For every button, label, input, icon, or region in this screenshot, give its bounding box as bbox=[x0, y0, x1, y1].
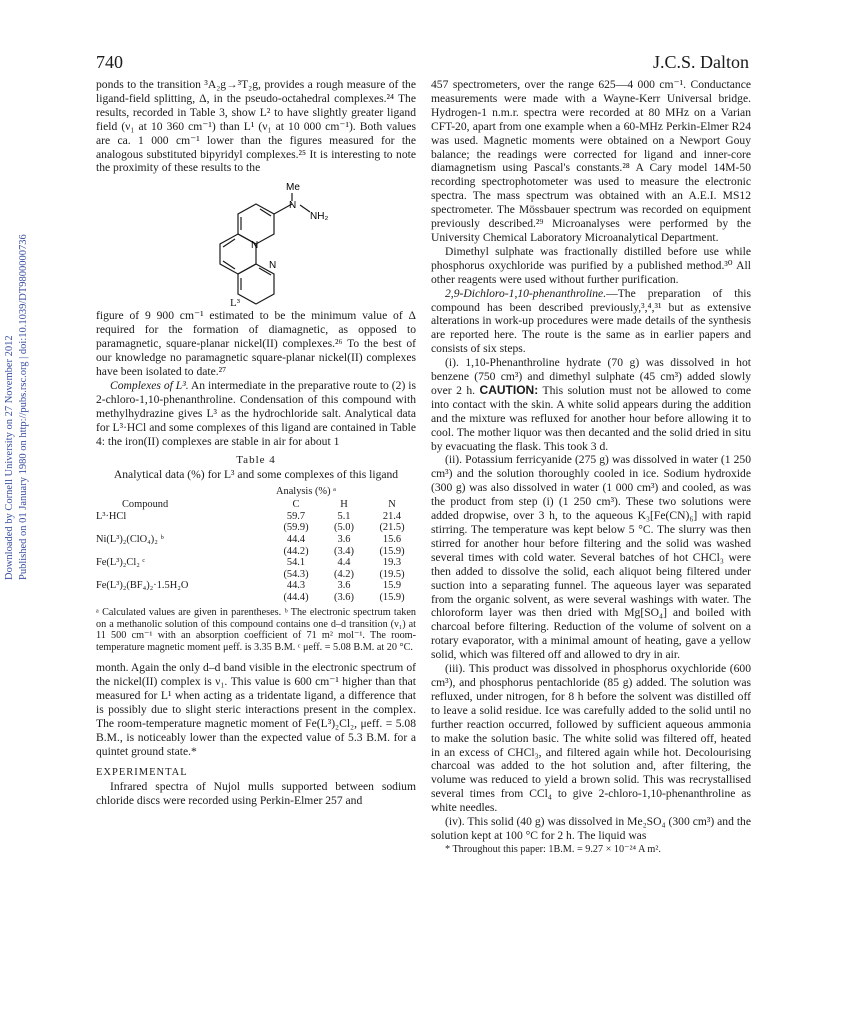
paragraph: figure of 9 900 cm⁻¹ estimated to be the minimum value of Δ required for the formation of diamagnetic, as opposed to paramagnetic, square-planar nickel(II) complexes.²⁶ To the best of our knowledge no paramagnetic square-planar nickel(II) complexes have been isolated to date.²⁷ bbox=[96, 309, 416, 378]
table-cell: Fe(L³)₂(BF₄)₂·1.5H₂O bbox=[96, 580, 189, 592]
table-row bbox=[96, 511, 416, 523]
table-cell: (44.4) bbox=[283, 591, 309, 603]
left-column bbox=[96, 78, 416, 808]
table-header-row bbox=[96, 499, 416, 511]
table-cell: L³·HCl bbox=[96, 510, 127, 522]
table-cell: (5.0) bbox=[334, 522, 354, 534]
table-cell: (44.2) bbox=[283, 545, 309, 557]
paragraph-text: —The preparation of this compound has been described previously,³,⁴,³¹ but as extensive alterations in work-up procedures were made details of the synthesis are reported here. The route is the same as in earlier papers and consists of six steps. bbox=[431, 286, 751, 356]
table-cell: 59.7 bbox=[286, 510, 306, 522]
structure-label: L³ bbox=[230, 297, 241, 310]
table-row bbox=[96, 522, 416, 534]
structure-drawing bbox=[96, 179, 416, 307]
table-header: C bbox=[292, 499, 300, 511]
download-notice: Downloaded by Cornell University on 27 November 2012 bbox=[4, 335, 15, 580]
table-title: Analytical data (%) for L³ and some complexes of this ligand bbox=[113, 468, 399, 482]
subsection-title: 2,9-Dichloro-1,10-phenanthroline. bbox=[445, 286, 607, 300]
page-number: 740 bbox=[96, 52, 123, 72]
table-header: Compound bbox=[122, 499, 169, 511]
table-cell: 44.3 bbox=[286, 580, 306, 592]
paragraph: month. Again the only d–d band visible in the electronic spectrum of the nickel(II) complex is ν₁. This value is 600 cm⁻¹ higher than that measured for L¹ when acting as a tridentate ligand, a difference that is possibly due to slight steric interactions present in the complex. The room-temperature magnetic moment of Fe(L³)₂Cl₂, μeff. = 5.08 B.M., is noticeably lower than the expected value of 5.3 B.M. for a quintet ground state.* bbox=[96, 661, 416, 758]
paragraph: (iii). This product was dissolved in phosphorus oxychloride (600 cm³), and phosphorus pentachloride (85 g) added. The solution was refluxed, under nitrogen, for 8 h before the solvent was distilled off to leave a solid residue. Ice was carefully added to the solid until no further reaction occurred, followed by sufficient aqueous ammonia to make the solution basic. The white solid was filtered off, heated in an excess of CHCl₃, and filtered again while hot. Decolourising charcoal was added to the hot solution and, after filtering, the volume was reduced to yield a brown solid. This was recrystallised several times from CCl₄ to give 2-chloro-1,10-phenanthroline as white needles. bbox=[431, 662, 751, 815]
table-cell: (19.5) bbox=[379, 568, 405, 580]
ring-nitrogen-label: N bbox=[251, 240, 259, 252]
page-footnote: * Throughout this paper: 1B.M. = 9.27 × 10⁻²⁴ A m². bbox=[445, 843, 661, 855]
table-cell: 3.6 bbox=[337, 580, 351, 592]
paragraph: (ii). Potassium ferricyanide (275 g) was dissolved in water (1 250 cm³) and the solution thoroughly cooled in ice. Sodium hydroxide (300 g) was also dissolved in water (1 000 cm³) and cooled, as was the product from step (i) (1 250 cm³). These two solutions were added dropwise, over 3 h, to the aqueous K₃[Fe(CN)₆] with rapid stirring. The temperature was kept below 5 °C. The slurry was then stirred for another hour before filtering and the solid was washed several times with cold water. Several batches of hot CHCl₃ were then added to dissolve the solid, each aliquot being filtered under suction into a separating funnel. The aqueous layer was separated from the organic solvent, as were several washings with water. The chloroform layer was then dried with Mg[SO₄] and boiled with charcoal before filtering. Reduction of the volume of solvent on a rotary evaporator, with a minimal amount of heating, gave a yellow solid, which was filtered off and allowed to dry in air. bbox=[431, 453, 751, 662]
chemical-structure-l3 bbox=[96, 179, 416, 310]
paragraph-text: This solution must not be allowed to come into contact with the skin. A white solid appears during the addition and the mixture was refluxed for another hour before allowing it to cool. The mother liquor was then decanted and the solid dried in situ by evacuating the flask. This took 3 d. bbox=[431, 383, 751, 453]
table-row bbox=[96, 534, 416, 546]
caution-label: CAUTION: bbox=[479, 382, 539, 397]
table-row bbox=[96, 580, 416, 592]
table-cell: (54.3) bbox=[283, 568, 309, 580]
table-cell: (3.4) bbox=[334, 545, 354, 557]
table-cell: Ni(L³)₂(ClO₄)₂ ᵇ bbox=[96, 533, 164, 545]
table-caption: Table 4 bbox=[236, 454, 276, 467]
table-cell: (15.9) bbox=[379, 545, 405, 557]
paragraph: ponds to the transition ³A₂g→³T₂g, provides a rough measure of the ligand-field splitting, Δ, in the pseudo-octahedral complexes.²⁴ The results, recorded in Table 3, show L² to have slightly greater ligand field (ν₁ at 10 360 cm⁻¹) than L¹ (ν₁ at 10 000 cm⁻¹). Both values are ca. 1 000 cm⁻¹ lower than the figures measured for the analogous substituted bipyridyl complexes.²⁵ It is interesting to note the proximity of these results to the bbox=[96, 78, 416, 175]
table-cell: 19.3 bbox=[382, 557, 402, 569]
paragraph bbox=[431, 356, 751, 453]
table-cell: Fe(L³)₂Cl₂ ᶜ bbox=[96, 557, 146, 569]
paragraph: Dimethyl sulphate was fractionally distilled before use while phosphorus oxychloride was purified by a published method.³⁰ All other reagents were used without further purification. bbox=[431, 244, 751, 286]
download-watermark bbox=[0, 0, 32, 1033]
nitrogen-label: N bbox=[289, 200, 297, 212]
paragraph: (iv). This solid (40 g) was dissolved in Me₂SO₄ (300 cm³) and the solution kept at 100 °C for 2 h. The liquid was bbox=[431, 815, 751, 842]
table-group-header: Analysis (%) ᵃ bbox=[276, 486, 336, 498]
paragraph-text: (i). 1,10-Phenanthroline hydrate (70 g) was dissolved in hot benzene (750 cm³) and dimethyl sulphate (45 cm³) added slowly over 2 h. bbox=[431, 356, 751, 397]
table-cell: 5.1 bbox=[337, 510, 351, 522]
table-cell: (21.5) bbox=[379, 522, 405, 534]
section-heading: EXPERIMENTAL bbox=[96, 767, 188, 779]
paragraph-text: An intermediate in the preparative route to (2) is 2-chloro-1,10-phenanthroline. Condensation of this compound with methylhydrazine gives L³ as the hydrochloride salt. Analytical data for L³·HCl and some complexes of this ligand are contained in Table 4: the iron(II) complexes are stable in air for about 1 bbox=[96, 378, 416, 448]
table-cell: (59.9) bbox=[283, 522, 309, 534]
table-row bbox=[96, 557, 416, 569]
paragraph: 457 spectrometers, over the range 625—4 000 cm⁻¹. Conductance measurements were made with a Wayne-Kerr Universal bridge. Hydrogen-1 n.m.r. spectra were recorded at 80 MHz on a Varian CFT-20, apart from one example when a 60-MHz Perkin-Elmer R24 was used. Magnetic moments were obtained on a Newport Gouy balance; the readings were corrected for ligand and inner-core diamagnetism using Pascal's constants.²⁸ A Cary model 14M-50 recording spectrophotometer was used to measure the electronic spectra. The mass spectrum was obtained with an A.E.I. MS12 spectrometer. The Mössbauer spectrum was recorded on equipment previously described.²⁹ Microanalyses were performed by the University Chemical Laboratory Microanalytical Department. bbox=[431, 78, 751, 244]
table-cell: (3.6) bbox=[334, 591, 354, 603]
table-cell: (15.9) bbox=[379, 591, 405, 603]
table-cell: 54.1 bbox=[286, 557, 306, 569]
analytical-data-table bbox=[96, 499, 416, 603]
methyl-label: Me bbox=[286, 182, 300, 194]
subsection-title: Complexes of L³. bbox=[110, 378, 189, 392]
paragraph bbox=[96, 379, 416, 449]
right-column bbox=[431, 78, 751, 857]
table-cell: 15.6 bbox=[382, 533, 402, 545]
table-header: N bbox=[388, 499, 396, 511]
table-cell: 15.9 bbox=[382, 580, 402, 592]
table-cell: 4.4 bbox=[337, 557, 351, 569]
table-row bbox=[96, 546, 416, 558]
paragraph bbox=[431, 287, 751, 357]
table-header: H bbox=[340, 499, 348, 511]
table-cell: 3.6 bbox=[337, 533, 351, 545]
table-cell: (4.2) bbox=[334, 568, 354, 580]
table-cell: 21.4 bbox=[382, 510, 402, 522]
paragraph: Infrared spectra of Nujol mulls supported between sodium chloride discs were recorded using Perkin-Elmer 257 and bbox=[96, 780, 416, 808]
table-footnote: ᵃ Calculated values are given in parentheses. ᵇ The electronic spectrum taken on a methanolic solution of this compound contains one d–d transition (ν₁) at 11 500 cm⁻¹ with an absorption coefficient of 71 m² mol⁻¹. The room-temperature magnetic moment μeff. is 3.35 B.M. ᶜ μeff. = 5.08 B.M. at 20 °C. bbox=[96, 607, 416, 653]
table-row bbox=[96, 569, 416, 581]
amine-label: NH₂ bbox=[310, 211, 329, 223]
ring-nitrogen-label: N bbox=[269, 260, 277, 272]
table-row bbox=[96, 592, 416, 604]
publication-notice: Published on 01 January 1980 on http://pubs.rsc.org | doi:10.1039/DT9800000736 bbox=[18, 234, 29, 580]
journal-title: J.C.S. Dalton bbox=[652, 52, 749, 72]
table-cell: 44.4 bbox=[286, 533, 306, 545]
